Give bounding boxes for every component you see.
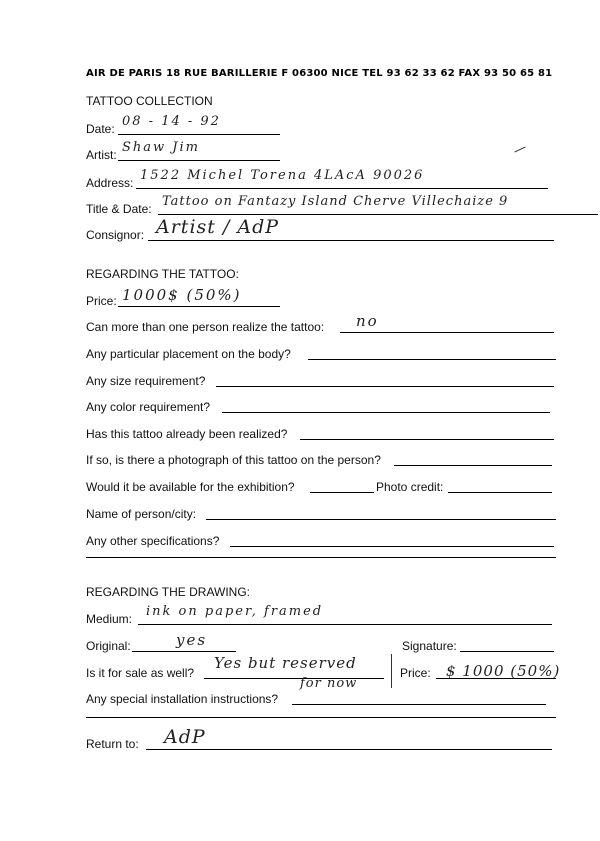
q-color-label: Any color requirement? (86, 400, 211, 414)
drawing-section-title: REGARDING THE DRAWING: (86, 585, 251, 599)
photo-credit-label: Photo credit: (376, 480, 444, 494)
artist-label: Artist: (86, 148, 117, 162)
q-size-label: Any size requirement? (86, 374, 206, 388)
q-size-line (216, 386, 554, 387)
q-realized-label: Has this tattoo already been realized? (86, 427, 288, 441)
artist-line (118, 160, 280, 161)
drawing-price-label: Price: (400, 666, 431, 680)
medium-line (138, 624, 552, 625)
q-realized-line (300, 439, 554, 440)
title-date-value[interactable]: Tattoo on Fantazy Island Cherve Villechaize 9 (162, 194, 509, 209)
consignor-value[interactable]: Artist / AdP (156, 216, 280, 238)
medium-value[interactable]: ink on paper, framed (146, 604, 324, 619)
q-name-city-line (206, 519, 556, 520)
date-line (118, 134, 280, 135)
drawing-price-value[interactable]: $ 1000 (50%) (446, 662, 561, 680)
tattoo-price-value[interactable]: 1000$ (50%) (122, 286, 242, 304)
consignor-line (148, 240, 554, 241)
tattoo-section-title: REGARDING THE TATTOO: (86, 267, 239, 281)
check-mark (514, 147, 525, 153)
installation-line-2 (86, 717, 556, 718)
q-exhibition-label: Would it be available for the exhibition? (86, 480, 295, 494)
signature-line (460, 651, 554, 652)
q-placement-line (308, 359, 556, 360)
date-value[interactable]: 08 - 14 - 92 (122, 114, 221, 129)
q-exhibition-line (310, 492, 374, 493)
q-other-line (230, 546, 554, 547)
sale-value-2[interactable]: for now (300, 676, 358, 691)
medium-label: Medium: (86, 612, 133, 626)
q-more-than-one-value[interactable]: no (356, 312, 379, 330)
return-value[interactable]: AdP (164, 726, 206, 748)
artist-value[interactable]: Shaw Jim (122, 140, 200, 155)
return-line (146, 749, 552, 750)
collection-title: TATTOO COLLECTION (86, 94, 213, 108)
title-date-line (158, 214, 598, 215)
original-line (132, 651, 236, 652)
q-color-line (222, 412, 550, 413)
address-label: Address: (86, 176, 134, 190)
original-value[interactable]: yes (176, 631, 208, 649)
q-photo-label: If so, is there a photograph of this tattoo on the person? (86, 453, 381, 467)
sale-label: Is it for sale as well? (86, 666, 195, 680)
sale-value[interactable]: Yes but reserved (214, 654, 357, 672)
q-more-than-one-label: Can more than one person realize the tattoo: (86, 320, 325, 334)
date-label: Date: (86, 122, 115, 136)
tattoo-price-line (118, 306, 280, 307)
signature-label: Signature: (402, 639, 457, 653)
q-other-label: Any other specifications? (86, 534, 220, 548)
photo-credit-line (448, 492, 552, 493)
installation-label: Any special installation instructions? (86, 692, 279, 706)
tattoo-price-label: Price: (86, 294, 117, 308)
q-name-city-label: Name of person/city: (86, 507, 197, 521)
consignor-label: Consignor: (86, 228, 145, 242)
return-label: Return to: (86, 737, 139, 751)
original-label: Original: (86, 639, 131, 653)
q-placement-label: Any particular placement on the body? (86, 347, 291, 361)
q-more-than-one-line (340, 332, 554, 333)
letterhead: AIR DE PARIS 18 RUE BARILLERIE F 06300 NICE TEL 93 62 33 62 FAX 93 50 65 81 (86, 68, 553, 79)
address-value[interactable]: 1522 Michel Torena 4LAcA 90026 (140, 168, 425, 183)
title-date-label: Title & Date: (86, 202, 152, 216)
q-photo-line (394, 465, 552, 466)
address-line (136, 188, 548, 189)
separator-stroke (391, 654, 392, 688)
q-other-line-2 (86, 557, 556, 558)
installation-line (292, 704, 546, 705)
